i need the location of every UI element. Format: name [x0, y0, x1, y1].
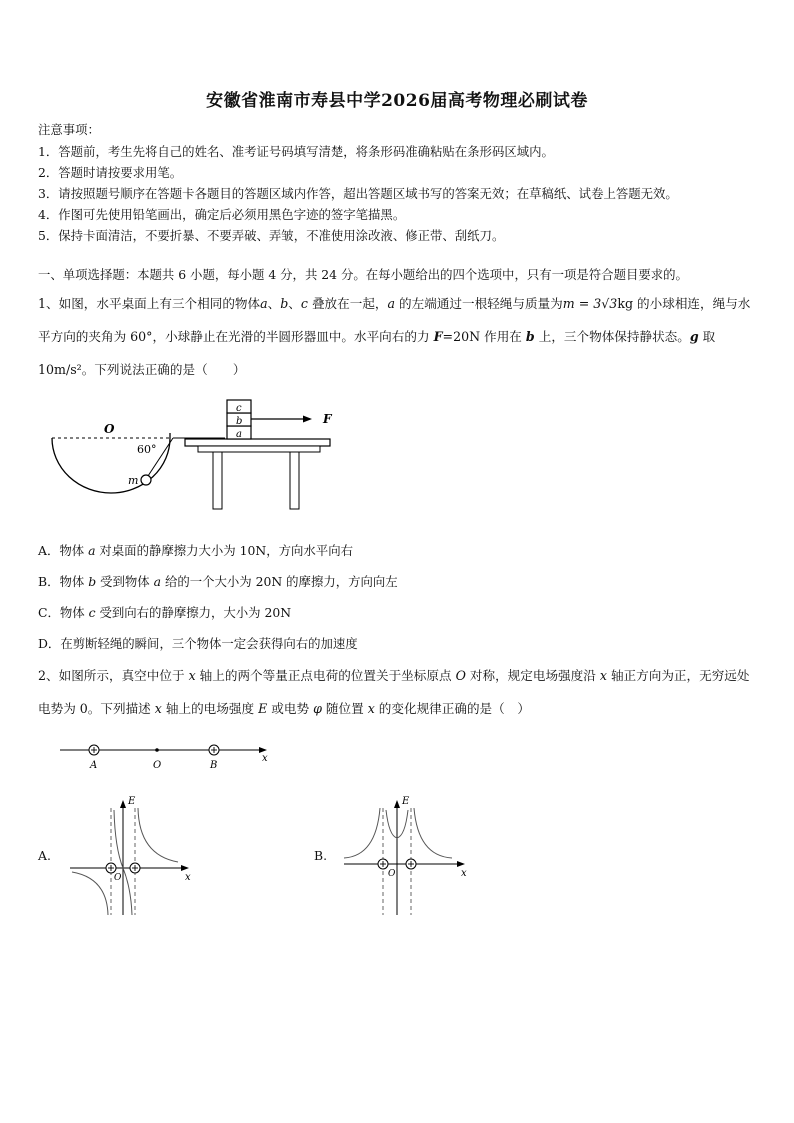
graph-option-A[interactable] [66, 790, 196, 920]
svg-text:E: E [402, 796, 410, 807]
option-B[interactable]: B．物体 b 受到物体 a 给的一个大小为 20N 的摩擦力，方向向左 [38, 574, 398, 589]
label-angle: 60° [137, 443, 157, 456]
svg-text:B: B [210, 760, 218, 771]
svg-text:a: a [236, 429, 242, 440]
note-item: 3．请按照题号顺序在答题卡各题目的答题区域内作答，超出答题区域书写的答案无效；在草稿纸、试卷上答题无效。 [38, 186, 678, 201]
option-A[interactable]: A．物体 a 对桌面的静摩擦力大小为 10N，方向水平向右 [38, 543, 353, 558]
note-item: 2．答题时请按要求用笔。 [38, 165, 183, 180]
svg-text:O: O [153, 760, 162, 771]
label-O: O [104, 422, 115, 436]
svg-text:A: A [90, 760, 98, 771]
exam-title: 安徽省淮南市寿县中学2026届高考物理必刷试卷 [206, 91, 588, 111]
note-item: 1．答题前，考生先将自己的姓名、准考证号码填写清楚，将条形码准确粘贴在条形码区域内。 [38, 144, 554, 159]
label-m: m [128, 474, 139, 487]
question-1-stem: 1、如图，水平桌面上有三个相同的物体a、b、c 叠放在一起，a 的左端通过一根轻绳与质量为m = 3√3kg 的小球相连，绳与水平方向的夹角为 60°，小球静止在光滑的半圆形器皿中。水平向右的力 F=20N 作用在 b 上，三个物体保持静状态。g 取 10m/s²。下列说法正确的是（ ） [38, 296, 751, 377]
notes-heading: 注意事项： [38, 122, 100, 137]
ball [141, 475, 151, 485]
section-heading: 一、单项选择题：本题共 6 小题，每小题 4 分，共 24 分。在每小题给出的四个选项中，只有一项是符合题目要求的。 [38, 267, 688, 282]
svg-text:O: O [388, 869, 396, 879]
option-C[interactable]: C．物体 c 受到向右的静摩擦力，大小为 20N [38, 605, 292, 620]
note-item: 4．作图可先使用铅笔画出，确定后必须用黑色字迹的签字笔描黑。 [38, 207, 406, 222]
option-B-label[interactable]: B. [314, 848, 328, 863]
svg-text:b: b [236, 416, 243, 427]
svg-text:x: x [262, 753, 268, 764]
svg-text:E: E [128, 796, 136, 807]
svg-text:x: x [461, 868, 467, 879]
mass-expression: m = 3√3 [562, 296, 618, 311]
svg-text:c: c [236, 403, 242, 414]
question-2-stem: 2、如图所示，真空中位于 x 轴上的两个等量正点电荷的位置关于坐标原点 O 对称，规定电场强度沿 x 轴正方向为正，无穷远处电势为 0。下列描述 x 轴上的电场强度 E 或电势 φ 随位置 x 的变化规律正确的是（ ） [38, 668, 750, 716]
note-item: 5．保持卡面清洁，不要折暴、不要弄破、弄皱，不准使用涂改液、修正带、刮纸刀。 [38, 228, 505, 243]
svg-text:O: O [114, 873, 122, 883]
option-D[interactable]: D．在剪断轻绳的瞬间，三个物体一定会获得向右的加速度 [38, 636, 358, 651]
option-A-label[interactable]: A. [38, 848, 51, 863]
label-F: F [323, 412, 332, 426]
question-1-figure [40, 395, 350, 515]
svg-text:x: x [185, 872, 191, 883]
charge-axis-figure [58, 738, 278, 772]
graph-option-B[interactable] [340, 790, 475, 920]
